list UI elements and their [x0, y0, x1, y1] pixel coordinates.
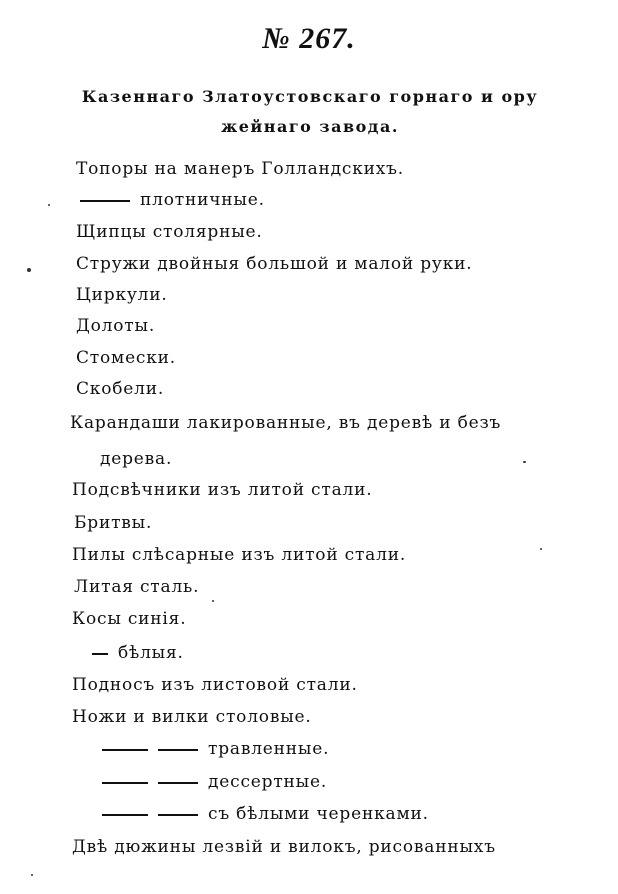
ditto-dash: [92, 653, 108, 655]
list-item: Скобели.: [76, 379, 165, 399]
ink-speck: [523, 461, 526, 463]
ink-speck: [31, 874, 33, 876]
ink-speck: [540, 548, 542, 550]
list-item: Карандаши лакированные, въ деревѣ и безъ: [70, 413, 502, 433]
ink-speck: [27, 268, 31, 272]
list-item: Косы синія.: [72, 609, 187, 629]
list-item: Литая сталь.: [74, 577, 200, 597]
ditto-dash: [158, 814, 198, 816]
list-item: Долоты.: [76, 316, 156, 336]
ink-speck: [212, 600, 214, 602]
list-item: Пилы слѣсарные изъ литой стали.: [72, 545, 407, 565]
list-item: Подносъ изъ листовой стали.: [72, 675, 358, 695]
list-item-continuation: дерева.: [100, 449, 173, 469]
list-item: Циркули.: [76, 285, 168, 305]
page-number: № 267.: [262, 22, 356, 55]
list-item-text: плотничные.: [140, 190, 265, 210]
list-item: Топоры на манеръ Голландскихъ.: [76, 159, 404, 179]
list-item: Двѣ дюжины лезвій и вилокъ, рисованныхъ: [72, 837, 496, 857]
list-item: Щипцы столярные.: [76, 222, 263, 242]
list-item-text: съ бѣлыми черенками.: [208, 804, 429, 824]
list-item: [102, 738, 329, 760]
list-item: [102, 803, 429, 825]
list-item: Подсвѣчники изъ литой стали.: [72, 480, 373, 500]
factory-heading-line-2: жейнаго завода.: [221, 117, 399, 136]
ditto-dash: [158, 782, 198, 784]
ditto-dash: [102, 814, 148, 816]
list-item: [102, 771, 327, 793]
ditto-dash: [102, 782, 148, 784]
list-item: Стомески.: [76, 348, 177, 368]
list-item: Бритвы.: [74, 513, 153, 533]
ditto-dash: [80, 200, 130, 202]
list-item: [92, 642, 184, 664]
list-item-text: бѣлыя.: [118, 643, 184, 663]
ink-speck: [48, 204, 50, 206]
list-item: Ножи и вилки столовые.: [72, 707, 312, 727]
list-item-text: травленные.: [208, 739, 330, 759]
factory-heading-line-1: Казеннаго Златоустовскаго горнаго и ору: [81, 87, 539, 106]
list-item-text: дессертные.: [208, 772, 328, 792]
ditto-dash: [158, 749, 198, 751]
list-item: Стружи двойныя большой и малой руки.: [76, 254, 473, 274]
list-item: [80, 189, 265, 211]
ditto-dash: [102, 749, 148, 751]
